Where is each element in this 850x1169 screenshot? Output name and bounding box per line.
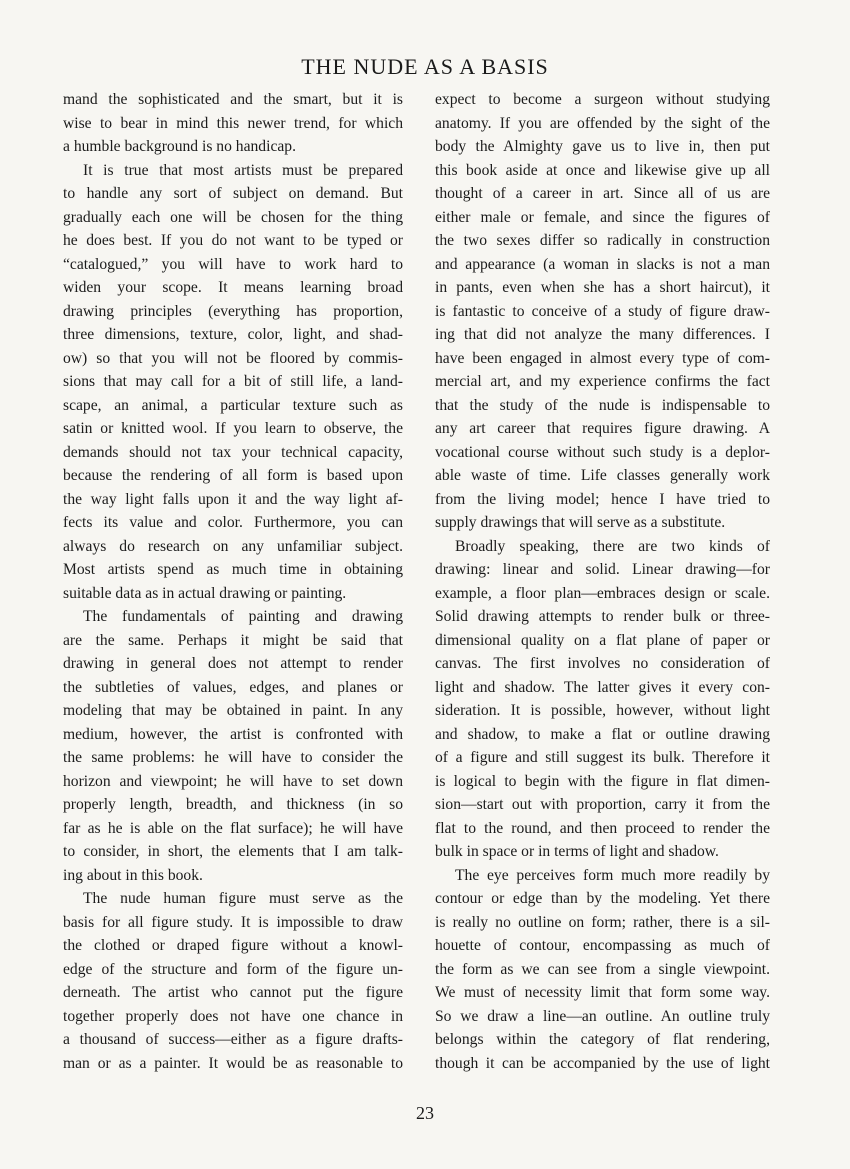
text-line: is logical to begin with the figure in flat dimen- — [435, 772, 770, 790]
text-line: the two sexes differ so radically in construction — [435, 232, 770, 249]
text-line: flat to the round, and then proceed to render the — [435, 819, 770, 837]
text-line: is fantastic to conceive of a study of figure draw- — [435, 302, 770, 320]
text-line: the way light falls upon it and the way light af- — [63, 490, 403, 508]
text-line: he does best. If you do not want to be typed or — [63, 232, 403, 249]
running-head: THE NUDE AS A BASIS — [301, 54, 549, 79]
text-line: widen your scope. It means learning broad — [63, 279, 403, 296]
right-text-column — [435, 88, 770, 1075]
text-line: are the same. Perhaps it might be said that — [63, 631, 403, 649]
text-line: contour or edge than by the modeling. Yet there — [435, 890, 770, 907]
text-line: light and shadow. The latter gives it every con- — [435, 678, 770, 696]
text-line: We must of necessity limit that form some way. — [435, 984, 770, 1001]
text-line: any art career that requires figure drawing. A — [435, 420, 770, 437]
text-line: gradually each one will be chosen for the thing — [63, 208, 403, 226]
text-line: body the Almighty gave us to live in, then put — [435, 138, 770, 155]
text-line: Most artists spend as much time in obtaining — [63, 561, 403, 578]
text-line: this book aside at once and likewise give up all — [435, 161, 770, 179]
text-line: thought of a career in art. Since all of us are — [435, 185, 770, 202]
text-line: houette of contour, encompassing as much of — [435, 937, 770, 954]
text-line: in pants, even when she has a short haircut), it — [435, 279, 770, 296]
text-line: three dimensions, texture, color, light, and shad- — [63, 326, 403, 343]
text-line: mand the sophisticated and the smart, but it is — [63, 91, 403, 108]
text-line: sion—start out with proportion, carry it from the — [435, 796, 770, 813]
text-line: sions that may call for a bit of still life, a land- — [63, 373, 403, 390]
text-line: ing that did not analyze the many differences. I — [435, 326, 770, 343]
text-line: and appearance (a woman in slacks is not a man — [435, 255, 770, 273]
text-line: drawing in general does not attempt to render — [63, 655, 403, 672]
text-line: drawing: linear and solid. Linear drawing—for — [435, 561, 770, 578]
text-line: expect to become a surgeon without studying — [435, 91, 770, 108]
text-line: far as he is able on the flat surface); he will have — [63, 819, 403, 837]
text-line: mercial art, and my experience confirms the fact — [435, 373, 770, 390]
text-line: sideration. It is possible, however, without light — [435, 702, 770, 719]
text-line: though it can be accompanied by the use of light — [435, 1054, 770, 1072]
text-line: from the living model; hence I have tried to — [435, 490, 770, 508]
text-line: the subtleties of values, edges, and planes or — [63, 678, 403, 696]
text-line: always do research on any unfamiliar subject. — [63, 537, 403, 555]
text-line: Broadly speaking, there are two kinds of — [455, 537, 770, 555]
text-line: supply drawings that will serve as a substitute. — [435, 514, 726, 531]
text-line: the clothed or draped figure without a knowl- — [63, 937, 403, 954]
text-line: scape, an animal, a particular texture such as — [63, 396, 403, 414]
text-line: wise to bear in mind this newer trend, for which — [63, 114, 403, 132]
text-line: demands should not tax your technical capacity, — [63, 443, 403, 461]
text-line: vocational course without such study is a deplor- — [435, 443, 770, 461]
text-line: bulk in space or in terms of light and shadow. — [435, 843, 719, 860]
text-line: modeling that may be obtained in paint. In any — [63, 702, 403, 719]
text-line: fects its value and color. Furthermore, you can — [63, 514, 403, 531]
text-line: It is true that most artists must be prepared — [83, 161, 403, 179]
text-line: drawing principles (everything has proportion, — [63, 302, 403, 320]
text-line: edge of the structure and form of the figure un- — [63, 960, 403, 978]
text-line: because the rendering of all form is based upon — [63, 467, 403, 484]
text-line: suitable data as in actual drawing or painting. — [63, 584, 347, 602]
text-line: “catalogued,” you will have to work hard to — [63, 255, 403, 273]
text-line: The fundamentals of painting and drawing — [83, 608, 403, 625]
left-text-column — [63, 88, 403, 1075]
text-line: horizon and viewpoint; he will have to set down — [63, 772, 403, 790]
text-line: dimensional quality on a flat plane of paper or — [435, 631, 770, 649]
text-line: anatomy. If you are offended by the sight of the — [435, 114, 770, 132]
text-line: the form as we can see from a single viewpoint. — [435, 960, 770, 978]
text-line: ow) so that you will not be floored by commis- — [63, 349, 403, 367]
text-line: The eye perceives form much more readily by — [455, 866, 770, 884]
text-line: derneath. The artist who cannot put the figure — [63, 984, 403, 1001]
page-number: 23 — [416, 1103, 434, 1123]
text-line: So we draw a line—an outline. An outline truly — [435, 1007, 770, 1025]
text-line: either male or female, and since the figures of — [435, 208, 770, 226]
text-line: able waste of time. Life classes generally work — [435, 467, 770, 484]
text-line: example, a floor plan—embraces design or scale. — [435, 584, 770, 602]
text-line: the same problems: he will have to consider the — [63, 749, 403, 766]
text-line: Solid drawing attempts to render bulk or three- — [435, 608, 770, 625]
text-line: man or as a painter. It would be as reasonable to — [63, 1054, 403, 1072]
text-line: canvas. The first involves no consideration of — [435, 655, 770, 672]
text-line: to consider, in short, the elements that I am talk- — [63, 843, 403, 860]
text-line: properly length, breadth, and thickness (in so — [63, 796, 403, 813]
text-line: a humble background is no handicap. — [63, 138, 296, 155]
text-line: medium, however, the artist is confronted with — [63, 725, 403, 743]
text-line: and shadow, to make a flat or outline drawing — [435, 725, 770, 743]
text-line: of a figure and still suggest its bulk. Therefore it — [435, 749, 770, 766]
text-line: basis for all figure study. It is impossible to draw — [63, 913, 403, 931]
text-line: The nude human figure must serve as the — [83, 890, 403, 907]
text-line: ing about in this book. — [63, 866, 203, 884]
text-line: belongs within the category of flat rendering, — [435, 1031, 770, 1048]
text-line: is really no outline on form; rather, there is a sil- — [435, 913, 770, 931]
text-line: to handle any sort of subject on demand. But — [63, 185, 403, 202]
text-line: together properly does not have one chance in — [63, 1007, 403, 1025]
text-line: a thousand of success—either as a figure drafts- — [63, 1031, 403, 1048]
text-line: that the study of the nude is indispensable to — [435, 396, 770, 414]
text-line: have been engaged in almost every type of com- — [435, 349, 770, 367]
text-line: satin or knitted wool. If you learn to observe, the — [63, 420, 403, 437]
